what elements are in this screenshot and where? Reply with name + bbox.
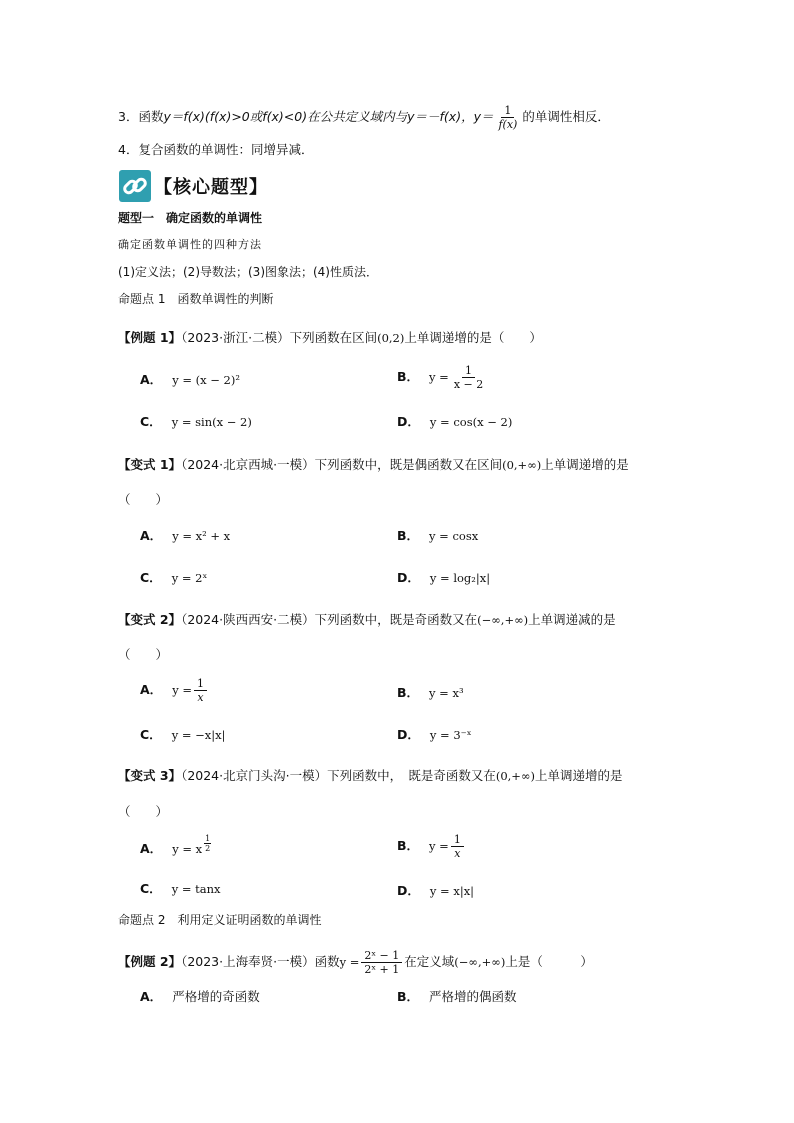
- item-3-expr1: y＝f(x)(f(x)>0或f(x)<0)在公共定义域内与: [163, 109, 408, 124]
- variant-3-option-a[interactable]: A． y = x $\frac{1}{2}$: [140, 834, 211, 856]
- example-2-option-b[interactable]: B． 严格增的偶函数: [397, 989, 517, 1004]
- option-b-fraction: $\frac{1}{x}$: [451, 833, 464, 860]
- variant-1-tag: 【变式 1】: [118, 457, 182, 472]
- variant-2-stem: [118, 611, 616, 629]
- variant-2-option-b[interactable]: B． y = x³: [397, 685, 464, 700]
- variant-3-option-d[interactable]: D． y = x|x|: [397, 883, 475, 898]
- variant-2-option-d[interactable]: D． y = 3⁻ˣ: [397, 727, 472, 742]
- variant-2-tail: 上单调递减的是: [528, 612, 616, 627]
- option-b-fraction: $\frac{1}{x - 2}$: [453, 364, 484, 391]
- variant-1-tail: 上单调递增的是: [541, 457, 629, 472]
- variant-1-source: （2024·北京西城·一模）: [181, 457, 315, 472]
- variant-1-text: 下列函数中，既是偶函数又在区间: [314, 457, 503, 472]
- variant-1-option-d[interactable]: D． y = log₂|x|: [397, 570, 491, 585]
- variant-2-blank: （ ）: [118, 647, 169, 662]
- point-1-title: 命题点 1 函数单调性的判断: [118, 292, 274, 306]
- variant-2-interval: (−∞,+∞): [477, 613, 529, 627]
- exponent-fraction: $\frac{1}{2}$: [205, 834, 211, 853]
- item-3-expr2: y＝－f(x)，y＝: [407, 109, 494, 124]
- item-3-line: [118, 104, 610, 131]
- example-2-text: 函数: [314, 954, 340, 969]
- variant-2-text: 下列函数中，既是奇函数又在: [314, 612, 478, 627]
- type-1-title: 题型一 确定函数的单调性: [118, 211, 263, 225]
- variant-1-option-c[interactable]: C． y = 2ˣ: [140, 570, 208, 585]
- option-a-fraction: $\frac{1}{x}$: [194, 677, 207, 704]
- variant-3-source: （2024·北京门头沟·一模）: [181, 768, 328, 783]
- variant-2-option-c[interactable]: C． y = −x|x|: [140, 727, 226, 742]
- chain-link-icon: [119, 170, 151, 202]
- chain-link-icon-svg: [119, 170, 151, 202]
- example-1-option-a[interactable]: A． y = (x − 2)²: [140, 372, 240, 387]
- type-1-methods: (1)定义法；(2)导数法；(3)图象法；(4)性质法．: [118, 265, 378, 279]
- item-3-fraction: $\frac{1}{f(x)}$: [498, 104, 518, 131]
- variant-3-tag: 【变式 3】: [118, 768, 182, 783]
- item-3-prefix: 3．函数: [118, 109, 164, 124]
- variant-1-interval: (0,+∞): [502, 458, 542, 472]
- example-1-tag: 【例题 1】: [118, 330, 182, 345]
- variant-3-option-c[interactable]: C． y = tanx: [140, 881, 221, 896]
- example-1-tail: 上单调递增的是（ ）: [404, 330, 542, 345]
- example-2-mid: 在定义域: [404, 954, 455, 969]
- example-2-interval: (−∞,+∞): [454, 955, 506, 969]
- variant-2-option-a[interactable]: A． y = $\frac{1}{x}$: [140, 677, 209, 704]
- variant-2-tag: 【变式 2】: [118, 612, 182, 627]
- variant-3-tail: 上单调递增的是: [535, 768, 623, 783]
- example-2-fraction: $\frac{\text{2ˣ − 1}}{\text{2ˣ + 1}}$: [361, 949, 402, 976]
- item-4-line: 4．复合函数的单调性：同增异减．: [118, 142, 314, 157]
- variant-1-option-a[interactable]: A． y = x² + x: [140, 528, 231, 543]
- example-2-option-a[interactable]: A． 严格增的奇函数: [140, 989, 260, 1004]
- variant-1-stem: [118, 456, 629, 474]
- example-2-stem: 【例题 2】（2023·上海奉贤·一模）函数y = $\frac{\text{2ˣ − 1}}{\text{2ˣ + 1}}$ 在定义域(−∞,+∞)上是（ ）: [118, 949, 593, 976]
- type-1-subtitle: 确定函数单调性的四种方法: [118, 238, 262, 251]
- example-1-option-b[interactable]: B． y = $\frac{1}{x - 2}$: [397, 364, 488, 391]
- variant-3-text: 下列函数中， 既是奇函数又在: [327, 768, 496, 783]
- example-2-tag: 【例题 2】: [118, 954, 182, 969]
- example-2-tail: 上是（ ）: [505, 954, 593, 969]
- example-1-option-c[interactable]: C． y = sin(x − 2): [140, 414, 252, 429]
- example-1-option-d[interactable]: D． y = cos(x − 2): [397, 414, 513, 429]
- example-1-source: （2023·浙江·二模）: [181, 330, 290, 345]
- example-1-stem: [118, 329, 542, 347]
- variant-2-source: （2024·陕西西安·二模）: [181, 612, 315, 627]
- example-1-interval: (0,2): [377, 331, 405, 345]
- section-heading: 【核心题型】: [154, 177, 268, 198]
- item-3-suffix: 的单调性相反．: [522, 109, 610, 124]
- example-1-text: 下列函数在区间: [289, 330, 378, 345]
- variant-1-blank: （ ）: [118, 492, 169, 507]
- variant-3-stem: [118, 767, 623, 785]
- variant-3-blank: （ ）: [118, 804, 169, 819]
- variant-1-option-b[interactable]: B． y = cosx: [397, 528, 479, 543]
- variant-3-option-b[interactable]: B． y = $\frac{1}{x}$: [397, 833, 466, 860]
- variant-3-interval: (0,+∞): [495, 769, 536, 783]
- point-2-title: 命题点 2 利用定义证明函数的单调性: [118, 913, 322, 927]
- example-2-source: （2023·上海奉贤·一模）: [181, 954, 315, 969]
